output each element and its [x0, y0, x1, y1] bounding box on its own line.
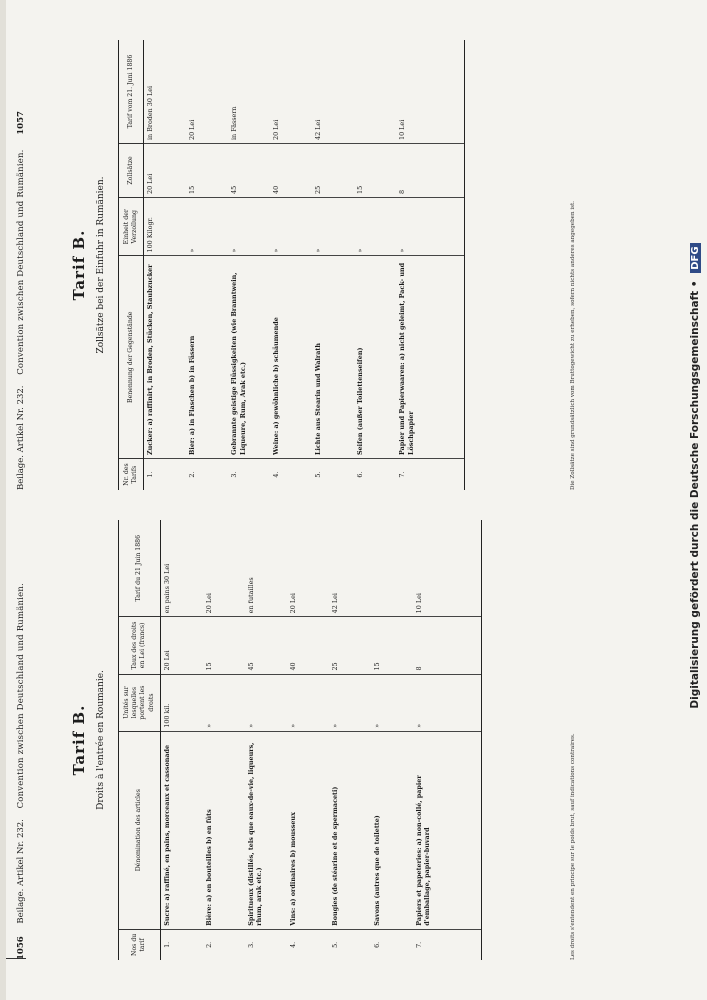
right-row-unit: 100 Kilogr. [144, 198, 187, 257]
left-table-row [371, 520, 413, 960]
left-table-row [245, 520, 287, 960]
left-row-number: 1. [162, 941, 171, 948]
left-row-article: Sucre: a) raffiné, en pains, morceaux et cassonade [160, 731, 203, 929]
left-row-number: 2. [204, 941, 213, 948]
right-page [10, 40, 670, 490]
left-footnote: Les droits s'entendent en principe sur le poids brut, sauf indications contraires. [570, 733, 576, 960]
right-row-number: 2. [188, 471, 197, 478]
right-row-rate: 45 [228, 144, 270, 198]
right-row-rate: 25 [312, 144, 354, 198]
left-row-general: 20 Lei [203, 520, 245, 617]
left-row-unit: » [371, 674, 413, 731]
right-table-row [270, 40, 312, 490]
right-row-number: 7. [396, 459, 465, 491]
right-row-unit: » [396, 198, 465, 257]
left-col-general: Tarif du 21 Juin 1886 [119, 520, 161, 617]
left-row-article: Bière: a) en bouteilles b) en fûts [203, 731, 245, 929]
left-row-rate: 15 [203, 617, 245, 674]
right-row-general: in Broden 30 Lei [144, 40, 187, 144]
left-row-unit: » [329, 674, 371, 731]
left-col-article: Dénomination des articles [119, 731, 161, 929]
left-row-rate: 25 [329, 617, 371, 674]
right-row-general: 20 Lei [270, 40, 312, 144]
left-col-number: Nos du tarif [119, 929, 161, 960]
right-row-number: 4. [272, 471, 281, 478]
right-row-article: Lichte aus Stearin und Walrath [312, 256, 354, 459]
right-row-unit: » [354, 198, 396, 257]
right-running-title: Convention zwischen Deutschland und Rumänien. [16, 149, 26, 375]
right-tariff-table [118, 40, 465, 490]
left-tariff-table [118, 520, 482, 960]
left-table-row [329, 520, 371, 960]
right-row-unit: » [270, 198, 312, 257]
dfg-logo: DFG [690, 243, 701, 272]
right-row-article: Gebrannte geistige Flüssigkeiten (wie Branntwein, Liqueure, Rum, Arak etc.) [228, 256, 270, 459]
left-row-general: en futailles [245, 520, 287, 617]
right-row-unit: » [312, 198, 354, 257]
left-row-number: 3. [246, 941, 255, 948]
left-row-rate: 8 [413, 617, 482, 674]
left-row-article: Vins: a) ordinaires b) mousseux [287, 731, 329, 929]
left-table-row [203, 520, 245, 960]
right-row-article: Weine: a) gewöhnliche b) schäumende [270, 256, 312, 459]
right-row-unit: » [186, 198, 228, 257]
right-row-rate: 8 [396, 144, 465, 198]
left-row-article: Papiers et papeteries: a) non-collé, papier d'emballage, papier-buvard [413, 731, 482, 929]
left-row-number: 4. [288, 941, 297, 948]
left-signature: Beilage. Artikel Nr. 232. [16, 819, 26, 924]
left-row-number: 6. [372, 941, 381, 948]
left-row-article: Bougies (de stéarine et de spermaceti) [329, 731, 371, 929]
left-running-title: Convention zwischen Deutschland und Rumänien. [16, 583, 26, 809]
left-col-unit: Unités sur lesquelles portent les droits [119, 674, 161, 731]
left-row-general: 20 Lei [287, 520, 329, 617]
left-row-general: 42 Lei [329, 520, 371, 617]
left-row-rate: 40 [287, 617, 329, 674]
right-title: Tarif B. [70, 229, 88, 301]
right-table-row [186, 40, 228, 490]
left-row-general: en pains 30 Lei [160, 520, 203, 617]
left-row-general: 10 Lei [413, 520, 482, 617]
left-row-general [371, 520, 413, 617]
right-table-row [312, 40, 354, 490]
left-row-article: Savons (autres que de toilette) [371, 731, 413, 929]
left-row-rate: 15 [371, 617, 413, 674]
banner-text-wrap [689, 6, 701, 946]
right-row-general: in Fässern [228, 40, 270, 144]
right-table-row [396, 40, 465, 490]
banner-label: Digitalisierung gefördert durch die Deutsche Forschungsgemeinschaft • [689, 280, 701, 709]
right-row-general [354, 40, 396, 144]
page-edge [0, 0, 6, 1000]
right-footnote: Die Zollsätze sind grundsätzlich vom Bruttogewicht zu erheben, sofern nichts anderes angegeben ist. [570, 200, 576, 490]
left-running-head [16, 583, 26, 960]
left-title: Tarif B. [70, 704, 88, 776]
left-subtitle: Droits à l'entrée en Roumanie. [96, 670, 106, 810]
right-row-general: 10 Lei [396, 40, 465, 144]
right-table-row [228, 40, 270, 490]
left-table-row [287, 520, 329, 960]
right-row-article: Zucker: a) raffinirt, in Broden, Stücken, Staubzucker [144, 256, 187, 459]
right-col-article: Benennung der Gegenstände [119, 256, 144, 459]
right-table-row [354, 40, 396, 490]
right-row-general: 42 Lei [312, 40, 354, 144]
right-row-article: Bier: a) in Flaschen b) in Fässern [186, 256, 228, 459]
left-col-rate: Taux des droits en Lei (francs) [119, 617, 161, 674]
left-row-unit: » [203, 674, 245, 731]
right-row-unit: » [228, 198, 270, 257]
right-table-row [144, 40, 187, 490]
right-row-article: Seifen (außer Toilettenseifen) [354, 256, 396, 459]
left-table-row [413, 520, 482, 960]
right-row-rate: 15 [354, 144, 396, 198]
left-row-unit: » [245, 674, 287, 731]
left-row-number: 7. [413, 929, 482, 960]
right-col-unit: Einheit der Verzollung [119, 198, 144, 257]
right-row-article: Papier und Papierwaaren: a) nicht geleimt, Pack- und Löschpapier [396, 256, 465, 459]
rotated-spread [10, 20, 670, 980]
right-row-number: 5. [314, 471, 323, 478]
right-subtitle: Zollsätze bei der Einfuhr in Rumänien. [96, 176, 106, 354]
left-row-unit: 100 kil. [160, 674, 203, 731]
right-row-number: 6. [356, 471, 365, 478]
left-table-row [160, 520, 203, 960]
right-row-general: 20 Lei [186, 40, 228, 144]
right-row-rate: 20 Lei [144, 144, 187, 198]
left-row-rate: 45 [245, 617, 287, 674]
right-running-head [16, 101, 26, 490]
left-row-number: 5. [330, 941, 339, 948]
right-row-rate: 15 [186, 144, 228, 198]
left-row-rate: 20 Lei [160, 617, 203, 674]
left-page [10, 520, 670, 960]
left-row-article: Spiritueux (distillés, tels que eaux-de-vie, liqueurs, rhum, arak etc.) [245, 731, 287, 929]
right-col-rate: Zollsätze [119, 144, 144, 198]
right-page-number: 1057 [16, 111, 26, 135]
left-row-unit: » [287, 674, 329, 731]
right-row-number: 3. [230, 471, 239, 478]
left-page-number: 1056 [16, 936, 26, 960]
right-row-number: 1. [146, 471, 155, 478]
dfg-banner [685, 10, 703, 950]
left-row-unit: » [413, 674, 482, 731]
right-row-rate: 40 [270, 144, 312, 198]
right-col-number: Nr. des Tarifs [119, 459, 144, 491]
right-col-general: Tarif vom 21. Juni 1886 [119, 40, 144, 144]
right-signature: Beilage. Artikel Nr. 232. [16, 385, 26, 490]
